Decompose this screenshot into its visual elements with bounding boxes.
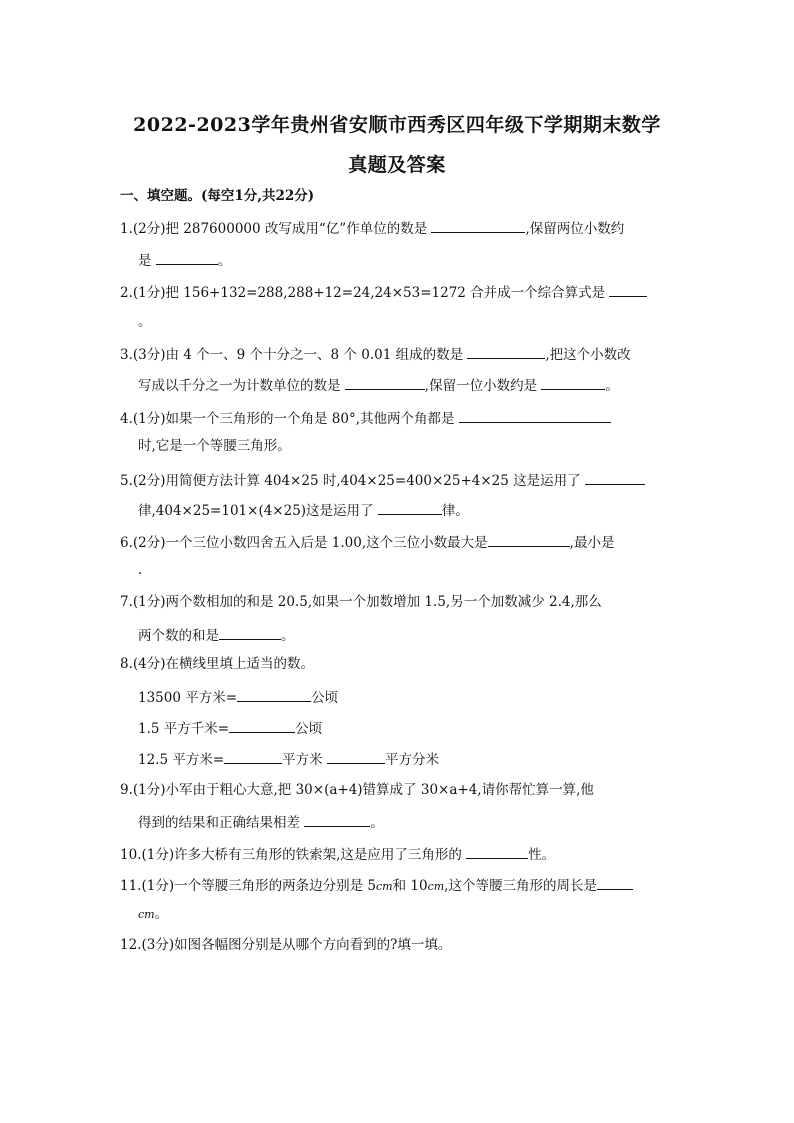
question-3-text-b: ,把这个小数改: [545, 347, 631, 363]
question-10-blank-1[interactable]: [466, 846, 528, 859]
question-6-line1: [120, 534, 614, 551]
question-11-line1: [120, 877, 633, 894]
question-1-line2: [138, 252, 231, 269]
question-2-line1: [120, 284, 647, 301]
question-5-blank-2[interactable]: [378, 502, 442, 515]
question-4-line1: [120, 410, 611, 427]
question-2-text-b: 。: [138, 314, 152, 330]
question-3-blank-3[interactable]: [541, 377, 605, 390]
question-2-line2: [138, 316, 152, 330]
question-8-row1: [138, 689, 338, 706]
question-5-text-c: 律。: [441, 503, 469, 519]
question-5-line1: [120, 472, 645, 489]
question-7-line1: [120, 596, 602, 610]
question-8-row1-text-a: 13500 平方米=: [138, 690, 238, 706]
question-8-row2: [138, 720, 322, 737]
question-4-blank-1[interactable]: [459, 410, 611, 423]
question-7-text-b: 两个数的和是: [138, 628, 219, 644]
question-11-text-a: 11.(1分)一个等腰三角形的两条边分别是 5: [120, 878, 376, 894]
question-8-blank-3[interactable]: [224, 751, 282, 764]
question-3-line2: [138, 377, 619, 394]
question-11-line2: [138, 908, 168, 922]
question-12-text-a: 12.(3分)如图各幅图分别是从哪个方向看到的?填一填。: [120, 937, 452, 953]
question-8-row2-text-b: 公顷: [295, 721, 323, 737]
question-12-line1: [120, 939, 451, 953]
question-1-text-d: 。: [217, 253, 232, 269]
question-11-blank-1[interactable]: [597, 877, 633, 890]
question-3-blank-1[interactable]: [467, 346, 545, 359]
question-10-text-b: 性。: [528, 847, 556, 863]
question-6-blank-1[interactable]: [488, 534, 570, 547]
question-3-text-e: 。: [605, 378, 619, 394]
question-5-text-b: 律,404×25=101×(4×25)这是运用了: [138, 503, 378, 519]
question-6-text-c: .: [138, 562, 143, 578]
document-title-line1: 2022-2023学年贵州省安顺市西秀区四年级下学期期末数学: [133, 114, 661, 136]
question-8-row3-text-c: 平方分米: [384, 752, 439, 768]
question-8-blank-2[interactable]: [229, 720, 295, 733]
question-8-line1: [120, 658, 314, 672]
question-8-row2-text-a: 1.5 平方千米=: [138, 721, 230, 737]
question-10-line1: [120, 846, 555, 863]
question-8-row3: [138, 751, 439, 768]
question-11-unit-3: cm: [138, 908, 155, 921]
question-4-text-b: 时,它是一个等腰三角形。: [138, 438, 291, 454]
question-5-blank-1[interactable]: [585, 472, 645, 485]
question-7-blank-1[interactable]: [219, 627, 281, 640]
question-9-line2: [138, 814, 384, 831]
question-11-text-c: ,这个等腰三角形的周长是: [444, 878, 597, 894]
question-6-line2: [138, 564, 142, 578]
question-2-text-a: 2.(1分)把 156+132=288,288+12=24,24×53=1272 合并成一个综合算式是: [120, 285, 610, 301]
question-6-text-a: 6.(2分)一个三位小数四舍五入后是 1.00,这个三位小数最大是: [120, 535, 488, 551]
question-8-blank-1[interactable]: [237, 689, 311, 702]
question-1-line1: [120, 220, 624, 237]
question-3-text-d: ,保留一位小数约是: [424, 378, 542, 394]
question-1-text-b: ,保留两位小数约: [525, 221, 625, 237]
question-8-row1-text-b: 公顷: [311, 690, 339, 706]
question-9-text-a: 9.(1分)小军由于粗心大意,把 30×(a+4)错算成了 30×a+4,请你帮忙算一算,他: [120, 782, 594, 798]
question-8-row3-text-a: 12.5 平方米=: [138, 752, 225, 768]
question-7-text-a: 7.(1分)两个数相加的和是 20.5,如果一个加数增加 1.5,另一个加数减少 2.4,那么: [120, 594, 602, 610]
question-9-text-c: 。: [370, 815, 384, 831]
question-5-text-a: 5.(2分)用简便方法计算 404×25 时,404×25=400×25+4×25 这是运用了: [120, 473, 585, 489]
question-1-blank-2[interactable]: [156, 252, 218, 265]
question-7-text-c: 。: [281, 628, 295, 644]
question-11-text-b: 和 10: [392, 878, 428, 894]
question-7-line2: [138, 627, 295, 644]
question-6-text-b: ,最小是: [569, 535, 615, 551]
question-3-text-c: 写成以千分之一为计数单位的数是: [138, 378, 345, 394]
question-1-blank-1[interactable]: [431, 220, 525, 233]
question-8-blank-4[interactable]: [327, 751, 385, 764]
question-2-blank-1[interactable]: [609, 284, 647, 297]
question-3-blank-2[interactable]: [345, 377, 425, 390]
question-11-unit-2: cm: [427, 880, 445, 893]
question-10-text-a: 10.(1分)许多大桥有三角形的铁索架,这是应用了三角形的: [120, 847, 467, 863]
section-heading: 一、填空题。(每空1分,共22分): [120, 188, 315, 204]
question-1-text-a: 1.(2分)把 287600000 改写成用“亿”作单位的数是: [120, 221, 432, 237]
document-title-line2: 真题及答案: [348, 154, 446, 176]
question-9-text-b: 得到的结果和正确结果相差: [138, 815, 305, 831]
question-9-line1: [120, 784, 594, 798]
question-11-unit-1: cm: [375, 880, 393, 893]
question-5-line2: [138, 502, 469, 519]
question-1-text-c: 是: [138, 253, 156, 269]
question-8-text-a: 8.(4分)在横线里填上适当的数。: [120, 656, 315, 672]
question-9-blank-1[interactable]: [304, 814, 370, 827]
question-4-line2: [138, 440, 291, 454]
question-4-text-a: 4.(1分)如果一个三角形的一个角是 80°,其他两个角都是: [120, 411, 459, 427]
question-3-line1: [120, 346, 631, 363]
question-8-row3-text-b: 平方米: [282, 752, 327, 768]
question-3-text-a: 3.(3分)由 4 个一、9 个十分之一、8 个 0.01 组成的数是: [120, 347, 468, 363]
question-11-text-d: 。: [154, 906, 169, 922]
